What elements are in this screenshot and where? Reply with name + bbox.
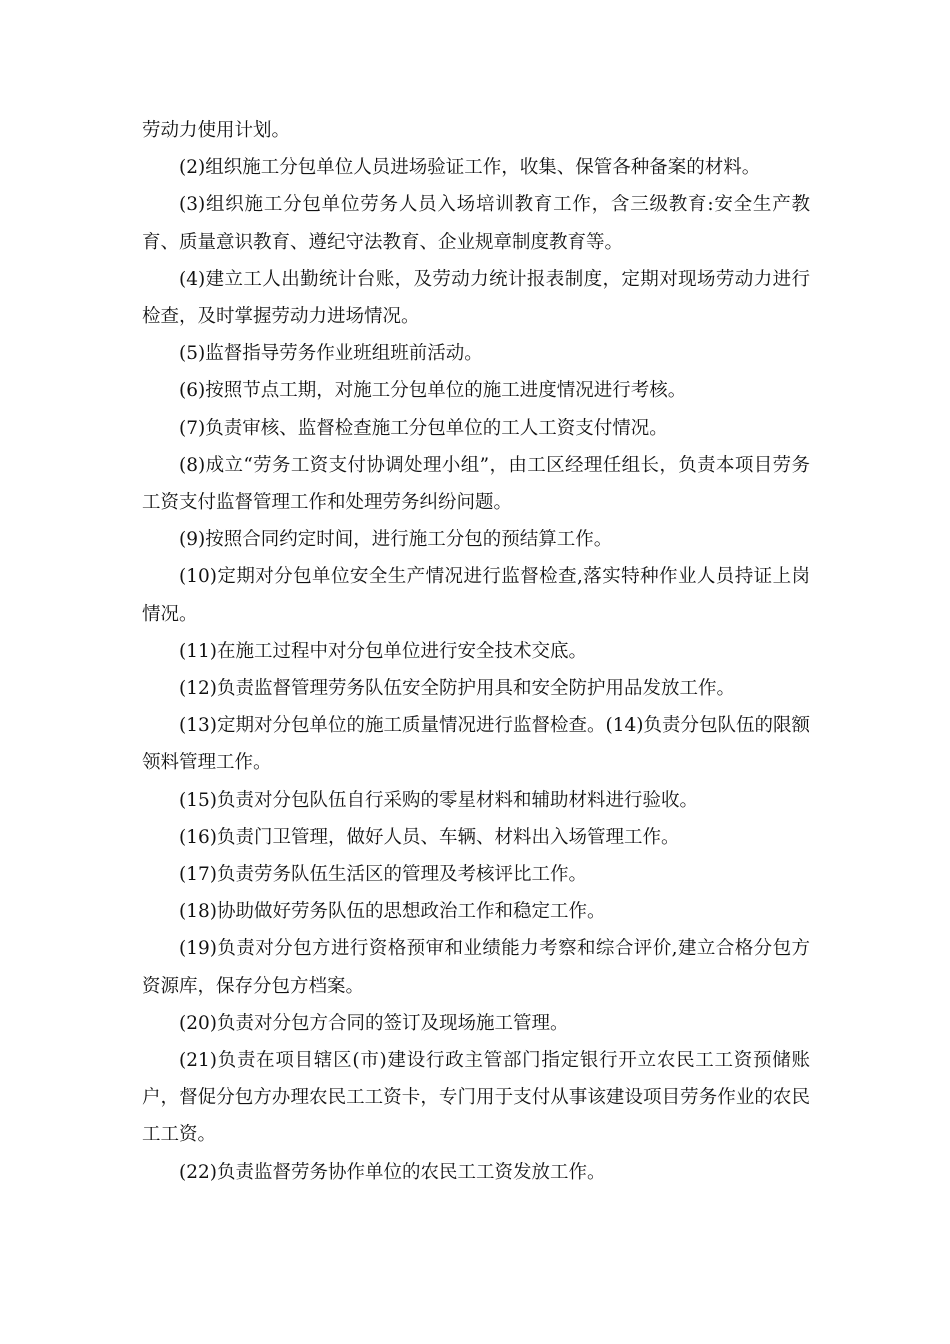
paragraph-3: (3)组织施工分包单位劳务人员入场培训教育工作，含三级教育:安全生产教育、质量意识教育、遵纪守法教育、企业规章制度教育等。	[142, 194, 810, 253]
paragraph-10: (10)定期对分包单位安全生产情况进行监督检查,落实特种作业人员持证上岗情况。	[142, 566, 810, 625]
paragraph-9: (9)按照合同约定时间，进行施工分包的预结算工作。	[179, 529, 613, 551]
paragraph-18: (19)负责对分包方进行资格预审和业绩能力考察和综合评价,建立合格分包方资源库，保存分包方档案。	[142, 938, 810, 997]
paragraph-2: (2)组织施工分包单位人员进场验证工作，收集、保管各种备案的材料。	[179, 157, 761, 179]
paragraph-17: (18)协助做好劳务队伍的思想政治工作和稳定工作。	[179, 901, 606, 923]
paragraph-6: (6)按照节点工期，对施工分包单位的施工进度情况进行考核。	[179, 380, 687, 402]
paragraph-8: (8)成立“劳务工资支付协调处理小组”，由工区经理任组长，负责本项目劳务工资支付监督管理工作和处理劳务纠纷问题。	[142, 454, 810, 514]
paragraph-5: (5)监督指导劳务作业班组班前活动。	[179, 343, 483, 365]
paragraph-20: (21)负责在项目辖区(市)建设行政主管部门指定银行开立农民工工资预储账户，督促分包方办理农民工工资卡，专门用于支付从事该建设项目劳务作业的农民工工资。	[142, 1050, 810, 1146]
paragraph-14: (15)负责对分包队伍自行采购的零星材料和辅助材料进行验收。	[179, 789, 698, 811]
paragraph-19: (20)负责对分包方合同的签订及现场施工管理。	[179, 1012, 569, 1034]
paragraph-1: 劳动力使用计划。	[142, 120, 291, 141]
paragraph-11: (11)在施工过程中对分包单位进行安全技术交底。	[179, 640, 587, 662]
paragraph-13: (13)定期对分包单位的施工质量情况进行监督检查。(14)负责分包队伍的限额领料管理工作。	[142, 715, 810, 774]
paragraph-21: (22)负责监督劳务协作单位的农民工工资发放工作。	[179, 1161, 606, 1183]
paragraph-7: (7)负责审核、监督检查施工分包单位的工人工资支付情况。	[179, 417, 668, 439]
paragraph-4: (4)建立工人出勤统计台账，及劳动力统计报表制度，定期对现场劳动力进行检查，及时掌握劳动力进场情况。	[142, 268, 810, 328]
paragraph-16: (17)负责劳务队伍生活区的管理及考核评比工作。	[179, 864, 587, 886]
paragraph-12: (12)负责监督管理劳务队伍安全防护用具和安全防护用品发放工作。	[179, 678, 735, 700]
document-body	[142, 112, 810, 1191]
paragraph-15: (16)负责门卫管理，做好人员、车辆、材料出入场管理工作。	[179, 826, 680, 848]
